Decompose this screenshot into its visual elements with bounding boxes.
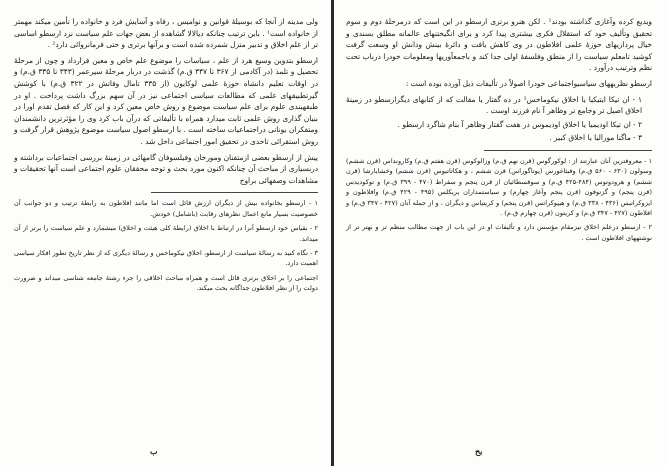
footnote-divider [151,192,318,193]
list-item: ۲ - ان تیکا اودیمیا یا اخلاق اودیموس در هفت گفتار وظاهر آ بنام شاگرد ارسطو . [397,119,642,129]
footnote-divider [484,150,652,151]
right-page [346,16,652,456]
treatise-list [346,94,652,144]
left-page [14,16,318,456]
right-footnote-2: ۲ - ارسطو درعلم اخلاق نیزمقام مؤسس دارد و تألیفات او در این باب از جهت مطالب منظم تر و بهتر تر از نوشتههای افلاطون است . [346,223,652,242]
right-paragraph-1: ویدیع کرده وآغازی گذاشته بودند¹ . لکن هنرو برتری ارسطو در این است که درمرحلهٔ دوم و سوم تحقیق وتألیف خود که استقلال فکری بیشتری پیدا کرد و برای انگیختنهای عالمانه مطلق بسندی و خیال پردازیهای حوزهٔ علمی افلاطون در وی کاهش یافت و دائرهٔ بینش ودانش او وسعت گرفت کوشید تامعلم سیاست را از منطق وفلسفهٔ اولی جدا کند و باجمعآوریها ومعلومات خودرا درباب تحت نظم وترتیب درآورد . [346,17,653,73]
left-page-number: ب [150,446,158,456]
left-paragraph-2: ارسطو بتدوین وسیع هرد از علم ، سیاسات را موضوع علم خاص و معین قرارداد و چون از مرحلهٔ تحصیل و تلمذ (در آکادمی از ۳۶۷ تا ۳۴۷ ق.م) گذشت در دربار مرحلهٔ سپرعمر (۳۴۳ تا ۳۳۵ ق.م) و در اوقات تعلیم دانشاه حوزهٔ علمی لوکایون (از ۳۳۵ تامال وفاتش در ۳۲۲ ق.م) با کوشش گیرتطبیقهای علمی که مطالعات سیاسی اجتماعی نیز در آن سهم بزرگ داشت پرداخت . او در طبقهبندی علوم برای علم سیاست موضوع و روش خاص معین کرد و این کار که فصل تقدم اورا در بنیان گذاری روش علمی ثابت میدارد همراه با تألیفاتی که درآن باب کرد وی را مؤثرترین دانشمندان ومتفکران یونانی دراجتماعیات ساخته است . با ارسطو اصول سیاست موضوع پژوهش قرار گرفت و روش استقرائی تاحدی در تحقیق امور اجتماعی داخل شد . [14,55,319,146]
left-footnote-3: ۳ - نگاه کنید به رسالهٔ سیاست از ارسطو، اخلاق نیکوماخس و رسالهٔ دیگری که از نظر تاریخ تطور افکار سیاسی اهمیت دارد. [14,248,318,268]
left-footnote-2: ۲ - بقیاس خود ارسطو آنرا در ارتباط با اخلاق (رابطهٔ کلی هیئت و اخلاق) میشمارد و علم سیاست را برتر از آن میداند. [14,224,318,243]
left-footnote-1: ۱ - ارسطو بخانواده بیش از دیگران ارزش قائل است اما مانند افلاطون به رابطهٔ ترتیب و دو جوانب آن خصوصیت بسیار مانع اعمال نظرهای رقابت (باشامل) خودش. [14,199,318,218]
right-paragraph-2: ارسطو نظریههای سیاسیواجتماعی خودرا اصولاً در تألیفات ذیل آورده بوده است : [405,78,652,88]
left-footnote-4: اجتماعی را بر اخلاق برتری قائل است و همراه مباحث اخلاقی را جزء رشتهٔ جامعه شناسی میداند و ضرورت دولت را از نظر افلاطون جداگانه بحث میکند. [14,273,318,293]
list-item: ۳ - ماگنا موراليا یا اخلاق کبیر . [549,133,642,143]
right-page-number: بح [475,446,483,456]
list-item: ۱ - ان تیکا ایتیکیا یا اخلاق نیکوماخس² در ده گفتار یا مقالت که از کتابهای دیگرارسطو در زمینهٔ اخلاق اصیل تر وجامع تر وظاهر آ نام فرزند اوست . [346,94,642,116]
right-footnote-1: ۱ - معروفترین آنان عبارتند از : لوکورگوس (قرن نهم ق.م) وزالوکوس (قرن هفتم ق.م) وکارونداس (قرن ششم) وسولون (۶۳۰ - ۵۶۰ ق.م) وفیثاغورس (پوتاگوراس) قرن ششم ، و هکاتاتیوس (قرن ششم) وخشایارشا (قرن ششم) و هرودوتوس (۴۸۴-۴۲۵ ق.م) و سوفسطائیان از قرن پنجم و سقراط (۴۷۰ - ۳۹۹ ق.م) و توکودیدس (قرن پنجم) و گزنوفون (قرن پنجم وآغاز چهارم) و سیاستمداران پریکلس (۴۹۵ - ۴۲۹ ق.م) وافلاطون و ایزوکراتیس (۴۳۶ - ۳۳۸ ق.م) و هیپوکراتس (قرن پنجم) و کریتیاس و دیگران ، و از جمله آنان (۴۲۷ - ۳۴۷ ق.م) و افلاطون (۴۲۷ - ۳۴۷ ق.م) و کریتون (قرن چهارم ق.م) . [346,156,653,217]
left-paragraph-3: پیش از ارسطو بعضی ازمتفنان ومورخان وفیلسوفان گامهائی در زمینهٔ بررسی اجتماعیات برداشته و دربسیاری از مباحث آن چنانکه اکنون مورد بحث و توجه محققان علوم اجتماعی است آنها تحقیقات و مشاهدات وصفهائی براوج [14,152,318,185]
left-paragraph-1: ولی مدینه از آنجا که بوسیلهٔ قوانین و نوامیس ، رفاه و آسایش فرد و خانواده را تأمین میکند مهمتر از خانواده است¹ . باین ترتیب چنانکه دیالالا گشاهده از بعض جهات علم سیاست نزد ارسطو اساسی تر از علم اخلاق و تدبیر منزل شمرده شده است و برآنها برتری و حتی فرمانروائی دارد² . [14,17,318,50]
book-gutter [331,0,334,466]
